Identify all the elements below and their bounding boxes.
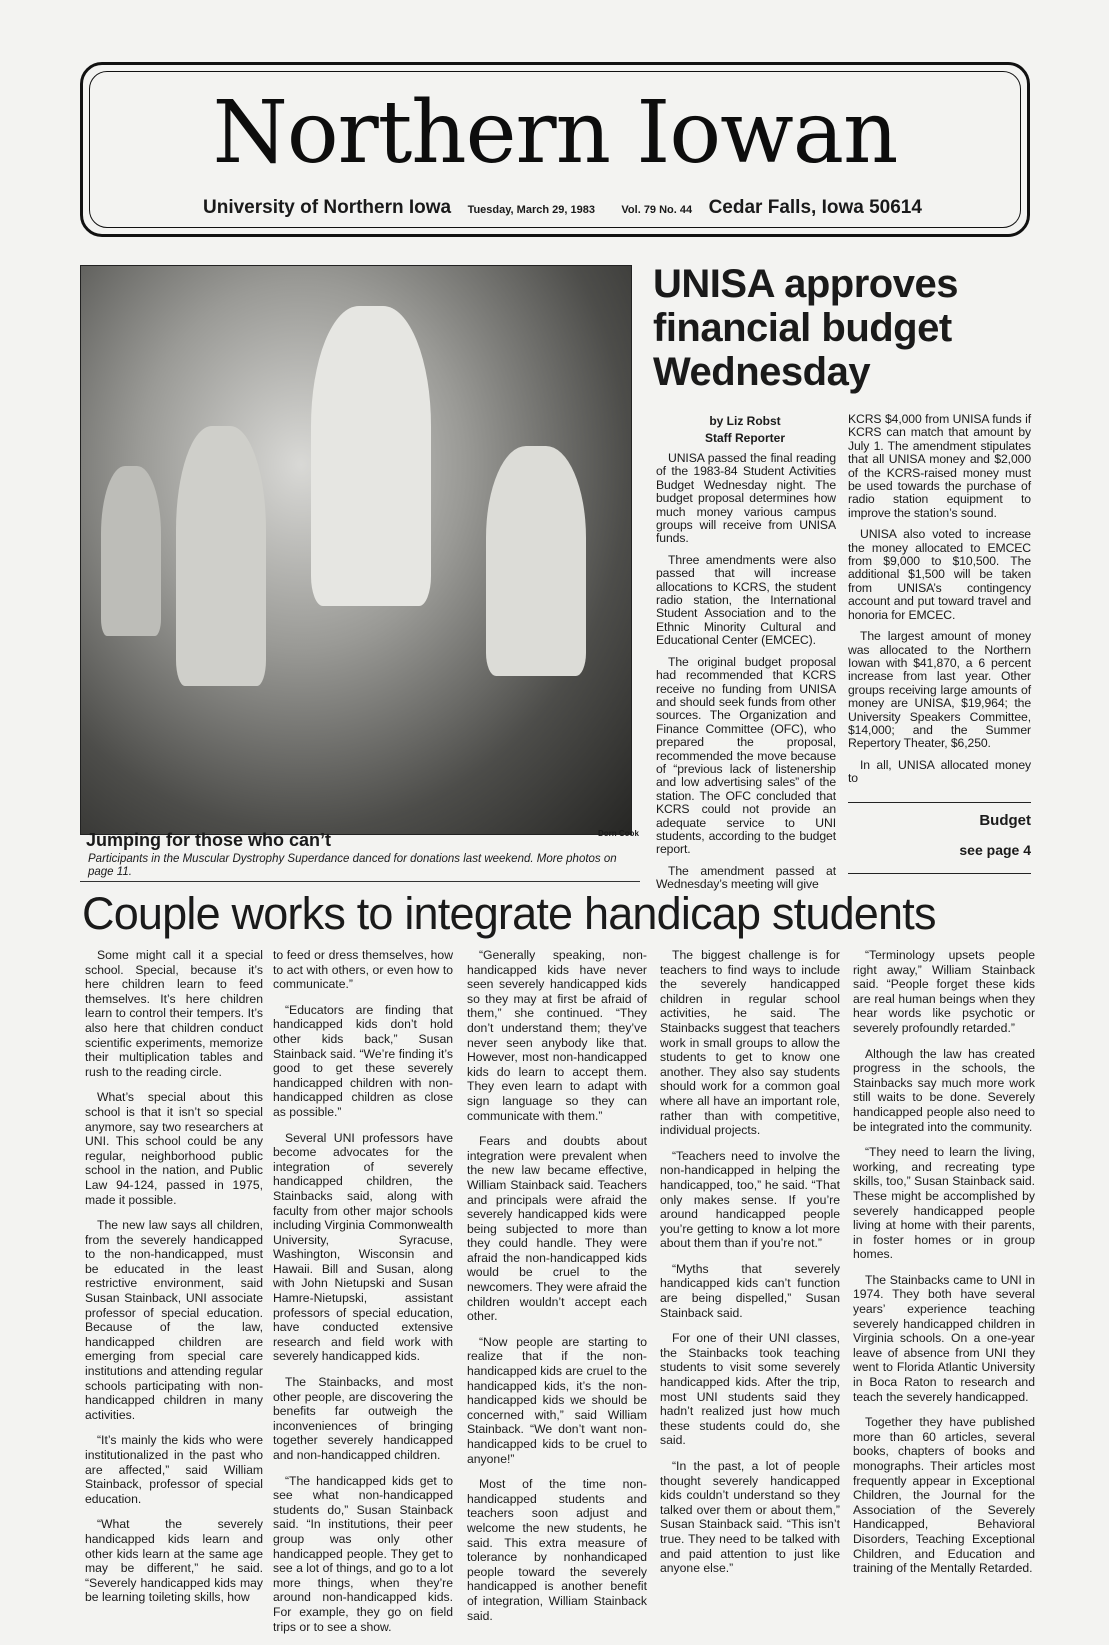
jump-page-link: see page 4 <box>959 842 1031 858</box>
paragraph: The biggest challenge is for teachers to find ways to include the severely handicapped children in regular school activities, he said. The Stainbacks suggest that teachers work in small groups to allow the students to get to know one another. They also say students should work for a common goal where all have an important role, rather than with competitive, individual projects. <box>660 948 840 1138</box>
paragraph: “It’s mainly the kids who were institutionalized in the past who are affected,” said William Stainback, professor of special education. <box>85 1433 263 1506</box>
paragraph: The largest amount of money was allocated to the Northern Iowan with $41,870, a 6 percent increase from last year. Other groups receiving large amounts of money are UNISA, $19,964; the University Speakers Committee, $14,000; and the Summer Repertory Theater, $6,250. <box>848 629 1031 751</box>
paragraph: Together they have published more than 60 articles, several books, chapters of books and monographs. Their articles most frequently appear in Exceptional Children, the Journal for the Association of the Severely Handicapped, Behavioral Disorders, Teaching Exceptional Children, and Education and training of the Mentally Retarded. <box>853 1415 1035 1576</box>
jump-label: Budget <box>979 812 1031 829</box>
issue-date: Tuesday, March 29, 1983 <box>467 204 595 216</box>
paragraph: “In the past, a lot of people thought severely handicapped kids couldn’t understand so they talked over them or about them,” Susan Stainback said. “This isn’t true. They need to be talked with and paid attention to just like anyone else.” <box>660 1459 840 1576</box>
paragraph: What’s special about this school is that it isn’t so special anymore, say two researchers at UNI. This school could be any regular, neighborhood public school in the nation, and Public Law 94-124, passed in 1975, made it possible. <box>85 1090 263 1207</box>
paragraph: The amendment passed at Wednesday’s meeting will give <box>656 863 836 892</box>
byline-author: by Liz Robst <box>709 414 781 428</box>
article-column-5 <box>853 948 1035 1587</box>
paragraph: “Teachers need to involve the non-handicapped in helping the handicapped, too,” he said. “That only makes sense. If you’re around handicapped people you’re getting to know a lot more about them than if you’re not.” <box>660 1148 840 1251</box>
divider <box>848 802 1031 803</box>
university-name: University of Northern Iowa <box>203 197 452 218</box>
paragraph: UNISA also voted to increase the money allocated to EMCEC from $9,000 to $10,500. The additional $1,500 will be taken from UNISA’s contingency account and put toward travel and honoria for EMCEC. <box>848 527 1031 622</box>
paragraph: “Educators are finding that handicapped kids don’t hold other kids back,” Susan Stainback said. “We’re finding it’s good to get these severely handicapped children with non-handicapped children as close as possible.” <box>273 1002 453 1119</box>
location: Cedar Falls, Iowa 50614 <box>708 197 922 218</box>
paragraph: Some might call it a special school. Special, because it’s here children learn to feed themselves. It’s here children learn to control their tempers. It’s also here that children conduct scientific experiments, memorize their multiplication tables and rush to the reading circle. <box>85 948 263 1079</box>
paragraph: Although the law has created progress in the schools, the Stainbacks say much more work still waits to be done. Severely handicapped people also need to be integrated into the community. <box>853 1046 1035 1134</box>
superdance-photo <box>80 265 632 835</box>
paragraph: The original budget proposal had recommended that KCRS receive no funding from UNISA and should seek funds from other sources. The Organization and Finance Committee (OFC), who prepared the proposal, recommended the move because of “previous lack of listenership and low advertising sales” of the station. The OFC concluded that KCRS could not provide an adequate service to UNI students, according to the budget report. <box>656 654 836 857</box>
article-column-4 <box>660 948 840 1587</box>
paragraph: The Stainbacks, and most other people, are discovering the benefits far outweigh the inconveniences of bringing together severely handicapped and non-handicapped children. <box>273 1375 453 1462</box>
budget-column-1 <box>656 452 836 900</box>
budget-column-2 <box>848 413 1031 794</box>
paragraph: “Terminology upsets people right away,” William Stainback said. “People forget these kids are real human beings when they hear words like psychotic or severely profoundly retarded.” <box>853 948 1035 1035</box>
masthead-info <box>203 197 922 219</box>
newspaper-title: Northern Iowan <box>212 83 898 183</box>
paragraph: “Generally speaking, non-handicapped kids have never seen severely handicapped kids so they may at first be afraid of them,” she continued. “They don’t understand them; they’ve never seen anybody like that. However, most non-handicapped kids do learn to accept them. They even learn to adapt with sign language so they can communicate with them.” <box>467 948 647 1123</box>
paragraph: UNISA passed the final reading of the 1983-84 Student Activities Budget Wednesday night. The budget proposal determines how much money various campus groups will receive from UNISA funds. <box>656 451 836 546</box>
divider <box>848 873 1031 874</box>
photo-credit: Dorn Cook <box>598 829 639 838</box>
paragraph: Most of the time non-handicapped students and teachers soon adjust and welcome the new students, he said. This extra measure of tolerance by nonhandicaped people toward the severely handicapped is another benefit of integration, William Stainback said. <box>467 1477 647 1623</box>
budget-headline: UNISA approves financial budget Wednesday <box>653 262 958 394</box>
paragraph: Three amendments were also passed that will increase allocations to KCRS, the student radio station, the International Student Association and to the Ethnic Minority Cultural and Educational Center (EMCEC). <box>656 552 836 648</box>
article-column-1 <box>85 948 263 1616</box>
paragraph: “Myths that severely handicapped kids can’t function are being dispelled,” Susan Stainback said. <box>660 1261 840 1320</box>
paragraph: Several UNI professors have become advocates for the integration of severely handicapped children, the Stainbacks said, along with faculty from other major schools including Virginia Commonwealth University, Syracuse, Washington, Wisconsin and Hawaii. Bill and Susan, along with John Nietupski and Susan Hamre-Nietupski, assistant professors of special education, have conducted extensive research and field work with severely handicapped kids. <box>273 1130 453 1364</box>
paragraph: “The handicapped kids get to see what non-handicapped students do,” Susan Stainback said. “In institutions, their peer group was only other handicapped people. They get to see a lot of things, and go to a lot more things, when they’re around non-handicapped kids. For example, they go on field trips or to see a show. <box>273 1473 453 1634</box>
paragraph: The new law says all children, from the severely handicapped to the non-handicapped, must be educated in the least restrictive environment, said Susan Stainback, UNI associate professor of special education. Because of the law, handicapped children are emerging from special care institutions and attending regular schools participating with non-handicapped children in many activities. <box>85 1218 263 1422</box>
handicap-headline: Couple works to integrate handicap students <box>82 888 936 939</box>
photo-caption: Participants in the Muscular Dystrophy Superdance danced for donations last weekend. More photos on page 11. <box>88 853 617 878</box>
divider <box>80 881 640 882</box>
photo-caption-headline: Jumping for those who can’t <box>86 830 332 850</box>
paragraph: to feed or dress themselves, how to act with others, or even how to communicate.” <box>273 948 453 992</box>
article-column-3 <box>467 948 647 1634</box>
paragraph: Fears and doubts about integration were prevalent when the new law became effective, William Stainback said. Teachers and principals were afraid the severely handicapped kids were being subjected to more than they could handle. They were afraid the non-handicapped kids would be cruel to the newcomers. They were afraid the children wouldn’t accept each other. <box>467 1134 647 1324</box>
byline-title: Staff Reporter <box>704 431 785 445</box>
paragraph: The Stainbacks came to UNI in 1974. They both have several years’ experience teaching severely handicapped children in Virginia schools. On a one-year leave of absence from UNI they went to Florida Atlantic University in Boca Raton to research and teach the severely handicapped. <box>853 1272 1035 1404</box>
masthead <box>80 62 1030 237</box>
article-column-2 <box>273 948 453 1645</box>
paragraph: “What the severely handicapped kids learn and other kids learn at the same age may be different,” he said. “Severely handicapped kids may be learning toileting skills, how <box>85 1517 263 1605</box>
byline <box>655 413 835 447</box>
volume-number: Vol. 79 No. 44 <box>621 204 693 216</box>
paragraph: For one of their UNI classes, the Stainbacks took teaching students to visit some severely handicapped kids. After the trip, most UNI students said they hadn’t realized just how much these students could do, she said. <box>660 1331 840 1448</box>
paragraph: In all, UNISA allocated money to <box>848 757 1031 786</box>
paragraph: “Now people are starting to realize that if the non-handicapped kids are cruel to the handicapped kids, it’s the non-handicapped kids we should be concerned with,” said William Stainback. “We don’t want non-handicapped kids to be cruel to anyone!” <box>467 1334 647 1466</box>
paragraph: “They need to learn the living, working, and recreating type skills, too,” Susan Stainback said. These might be accomplished by severely handicapped people living at home with their parents, in foster homes or in group homes. <box>853 1145 1035 1262</box>
paragraph: KCRS $4,000 from UNISA funds if KCRS can match that amount by July 1. The amendment stipulates that all UNISA money and $2,000 of the KCRS-raised money must be used towards the purchase of radio station equipment to improve the station’s sound. <box>848 412 1031 520</box>
